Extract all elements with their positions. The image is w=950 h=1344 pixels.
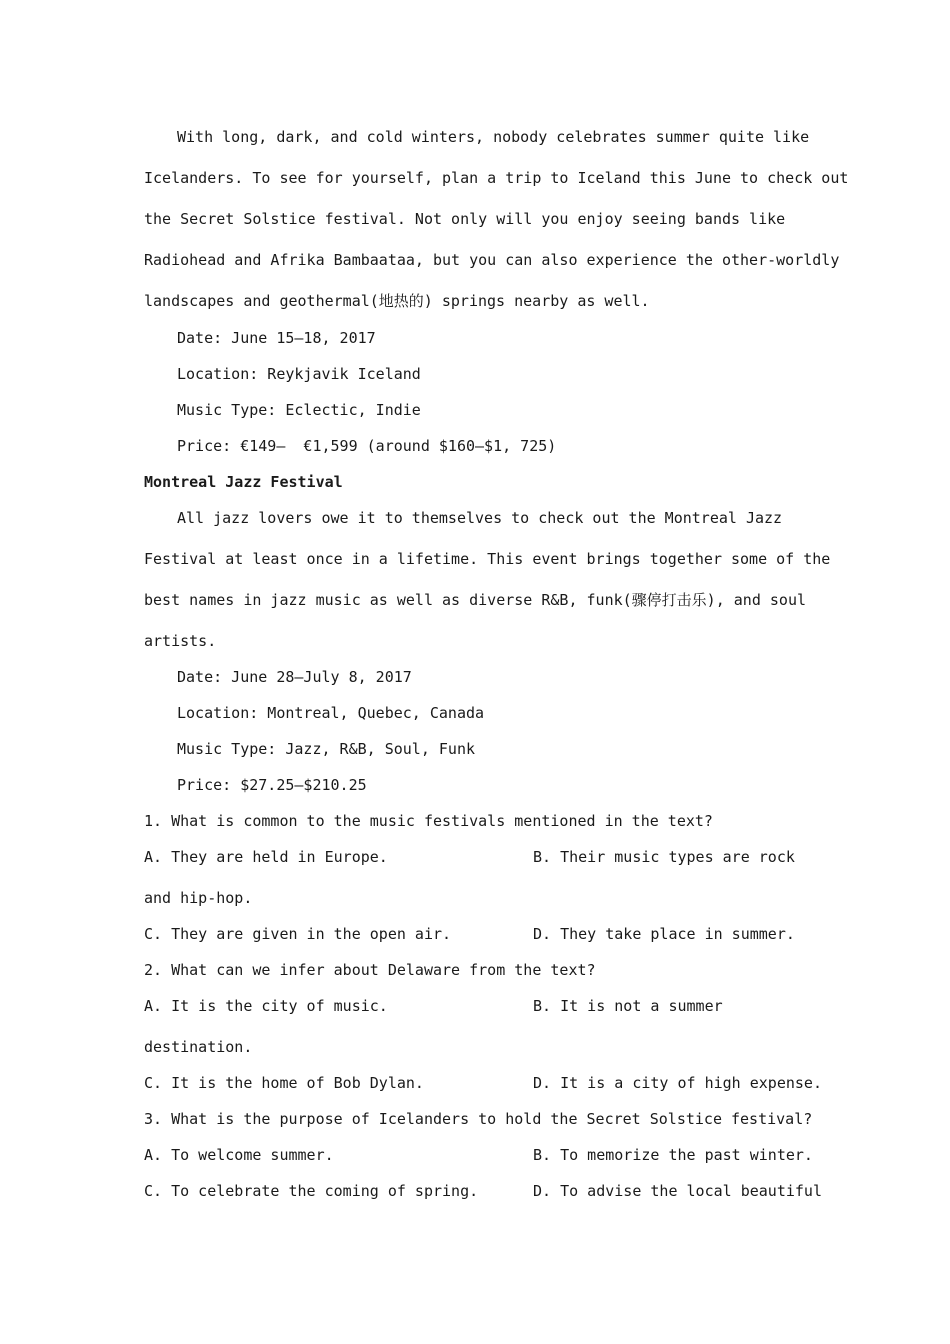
paragraph-line: With long, dark, and cold winters, nobody celebrates summer quite like xyxy=(177,128,810,146)
option-b: B. To memorize the past winter. xyxy=(533,1146,813,1164)
option-b-continued: and hip-hop. xyxy=(144,889,253,907)
paragraph-line: the Secret Solstice festival. Not only will you enjoy seeing bands like xyxy=(144,210,786,228)
option-b: B. Their music types are rock xyxy=(533,848,795,866)
paragraph-line: All jazz lovers owe it to themselves to check out the Montreal Jazz xyxy=(177,509,783,527)
option-c: C. They are given in the open air. xyxy=(144,925,452,943)
festival-date: Date: June 28—July 8, 2017 xyxy=(177,668,412,686)
question-stem: 1. What is common to the music festivals mentioned in the text? xyxy=(144,812,713,830)
section-heading: Montreal Jazz Festival xyxy=(144,473,343,491)
option-a: A. It is the city of music. xyxy=(144,997,388,1015)
question-stem: 3. What is the purpose of Icelanders to hold the Secret Solstice festival? xyxy=(144,1110,813,1128)
option-c: C. To celebrate the coming of spring. xyxy=(144,1182,479,1200)
option-b: B. It is not a summer xyxy=(533,997,723,1015)
option-a: A. To welcome summer. xyxy=(144,1146,334,1164)
question-stem: 2. What can we infer about Delaware from the text? xyxy=(144,961,596,979)
option-d: D. They take place in summer. xyxy=(533,925,795,943)
festival-price: Price: $27.25—$210.25 xyxy=(177,776,367,794)
festival-date: Date: June 15—18, 2017 xyxy=(177,329,376,347)
option-c: C. It is the home of Bob Dylan. xyxy=(144,1074,424,1092)
option-a: A. They are held in Europe. xyxy=(144,848,388,866)
festival-location: Location: Montreal, Quebec, Canada xyxy=(177,704,485,722)
paragraph-line: artists. xyxy=(144,632,217,650)
festival-price: Price: €149— €1,599 (around $160—$1, 725) xyxy=(177,437,557,455)
option-d: D. It is a city of high expense. xyxy=(533,1074,822,1092)
festival-location: Location: Reykjavik Iceland xyxy=(177,365,421,383)
paragraph-line: Icelanders. To see for yourself, plan a trip to Iceland this June to check out xyxy=(144,169,849,187)
festival-music-type: Music Type: Eclectic, Indie xyxy=(177,401,421,419)
paragraph-line: Festival at least once in a lifetime. This event brings together some of the xyxy=(144,550,831,568)
option-b-continued: destination. xyxy=(144,1038,253,1056)
option-d: D. To advise the local beautiful xyxy=(533,1182,822,1200)
paragraph-line: Radiohead and Afrika Bambaataa, but you can also experience the other-worldly xyxy=(144,251,840,269)
festival-music-type: Music Type: Jazz, R&B, Soul, Funk xyxy=(177,740,476,758)
paragraph-line: landscapes and geothermal(地热的) springs nearby as well. xyxy=(144,292,650,310)
paragraph-line: best names in jazz music as well as diverse R&B, funk(骤停打击乐), and soul xyxy=(144,591,807,609)
